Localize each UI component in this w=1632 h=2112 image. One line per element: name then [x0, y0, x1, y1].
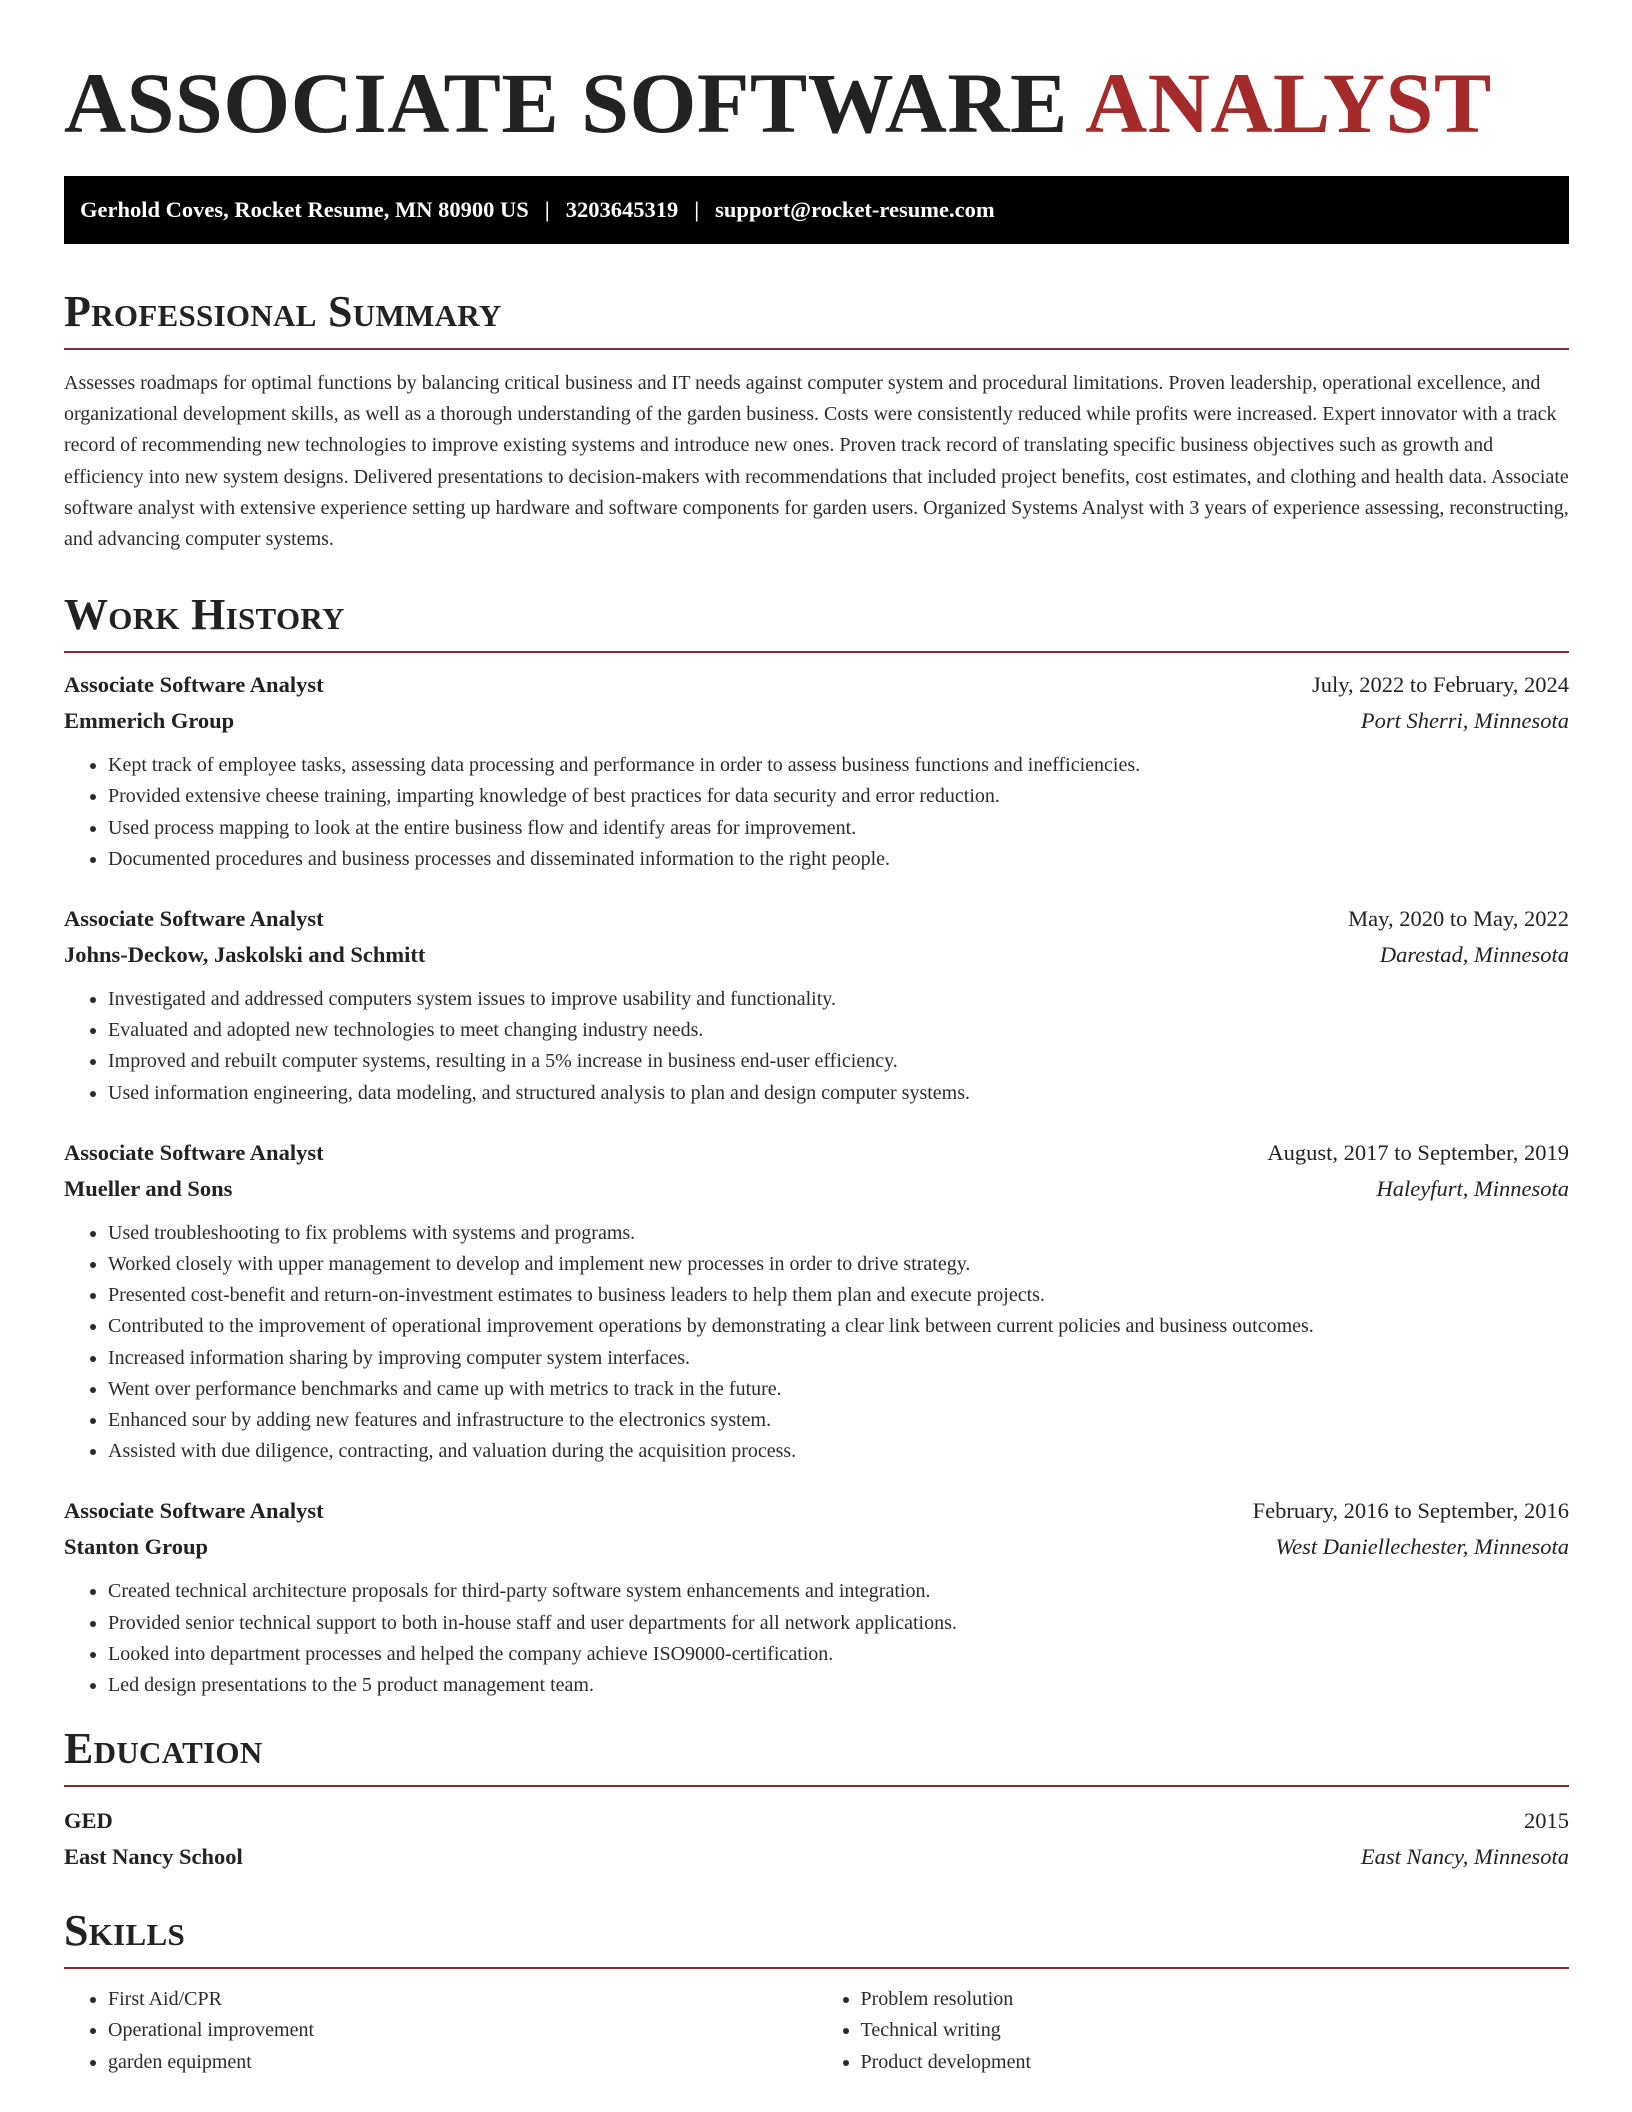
job-bullet: • Provided senior technical support to both in-house staff and user departments for all network applications.	[108, 1608, 1569, 1639]
section-heading: Professional Summary	[64, 287, 502, 336]
job-header-row	[64, 667, 1569, 703]
job-entry	[64, 901, 1569, 1109]
education-degree: GED	[64, 1808, 113, 1834]
job-header-row	[64, 901, 1569, 937]
job-title: Associate Software Analyst	[64, 1498, 324, 1524]
job-bullet: • Led design presentations to the 5 product management team.	[108, 1670, 1569, 1701]
job-location: West Daniellechester, Minnesota	[1275, 1534, 1569, 1560]
contact-email: support@rocket-resume.com	[715, 197, 995, 222]
education-year: 2015	[1524, 1808, 1569, 1834]
skills-grid	[64, 1984, 1569, 2078]
skill-item: • garden equipment	[108, 2047, 817, 2078]
job-subheader-row	[64, 937, 1569, 973]
title-accent: ANALYST	[1085, 55, 1492, 151]
education-section	[64, 1723, 1569, 1875]
education-row	[64, 1803, 1569, 1839]
job-company: Mueller and Sons	[64, 1175, 233, 1201]
job-subheader-row	[64, 1529, 1569, 1565]
job-location: Port Sherri, Minnesota	[1360, 708, 1569, 734]
skill-item: • Product development	[861, 2047, 1570, 2078]
job-bullet: • Worked closely with upper management to develop and implement new processes in order to drive strategy.	[108, 1249, 1569, 1280]
job-dates: July, 2022 to February, 2024	[1311, 672, 1569, 698]
job-title: Associate Software Analyst	[64, 672, 324, 698]
job-header-row	[64, 1135, 1569, 1171]
job-bullet-list	[64, 1576, 1569, 1701]
job-bullet-list	[64, 750, 1569, 875]
job-company: Johns-Deckow, Jaskolski and Schmitt	[64, 942, 426, 968]
job-bullet: • Documented procedures and business processes and disseminated information to the right people.	[108, 844, 1569, 875]
job-bullet: • Provided extensive cheese training, imparting knowledge of best practices for data security and error reduction.	[108, 781, 1569, 812]
section-heading: Skills	[64, 1906, 186, 1956]
section-heading: Work History	[64, 590, 345, 640]
job-dates: May, 2020 to May, 2022	[1348, 906, 1569, 932]
job-bullet: • Presented cost-benefit and return-on-investment estimates to business leaders to help them plan and execute projects.	[108, 1280, 1569, 1311]
job-bullet: • Evaluated and adopted new technologies to meet changing industry needs.	[108, 1015, 1569, 1046]
job-dates: August, 2017 to September, 2019	[1267, 1139, 1569, 1165]
resume-page	[64, 0, 1569, 2078]
section-heading: Education	[64, 1724, 263, 1774]
resume-title	[64, 0, 1569, 166]
job-bullet: • Improved and rebuilt computer systems, resulting in a 5% increase in business end-user efficiency.	[108, 1046, 1569, 1077]
job-bullet: • Looked into department processes and helped the company achieve ISO9000-certification.	[108, 1639, 1569, 1670]
skills-column-left	[64, 1984, 817, 2078]
skill-item: • Operational improvement	[108, 2015, 817, 2046]
job-bullet: • Kept track of employee tasks, assessing data processing and performance in order to assess business functions and inefficiencies.	[108, 750, 1569, 781]
job-bullet: • Created technical architecture proposals for third-party software system enhancements and integration.	[108, 1576, 1569, 1607]
job-header-row	[64, 1493, 1569, 1529]
job-bullet: • Went over performance benchmarks and came up with metrics to track in the future.	[108, 1374, 1569, 1405]
job-subheader-row	[64, 1171, 1569, 1207]
skills-column-right	[817, 1984, 1570, 2078]
contact-address: Gerhold Coves, Rocket Resume, MN 80900 US	[80, 197, 529, 222]
job-subheader-row	[64, 703, 1569, 739]
job-company: Emmerich Group	[64, 708, 235, 734]
education-location: East Nancy, Minnesota	[1360, 1844, 1569, 1870]
job-bullet: • Used troubleshooting to fix problems with systems and programs.	[108, 1218, 1569, 1249]
job-bullet-list	[64, 1218, 1569, 1468]
job-bullet: • Contributed to the improvement of operational improvement operations by demonstrating a clear link between current policies and business outcomes.	[108, 1311, 1569, 1342]
education-row	[64, 1839, 1569, 1875]
job-list	[64, 667, 1569, 1701]
education-school: East Nancy School	[64, 1844, 243, 1870]
skills-section	[64, 1905, 1569, 2078]
job-entry	[64, 1493, 1569, 1701]
job-bullet: • Used information engineering, data modeling, and structured analysis to plan and design computer systems.	[108, 1078, 1569, 1109]
job-title: Associate Software Analyst	[64, 1139, 324, 1165]
contact-separator: |	[694, 197, 700, 222]
job-entry	[64, 1135, 1569, 1468]
job-bullet: • Increased information sharing by improving computer system interfaces.	[108, 1343, 1569, 1374]
job-title: Associate Software Analyst	[64, 906, 324, 932]
job-bullet: • Assisted with due diligence, contracting, and valuation during the acquisition process.	[108, 1436, 1569, 1467]
contact-bar	[64, 176, 1569, 244]
summary-section	[64, 286, 1569, 555]
job-dates: February, 2016 to September, 2016	[1252, 1498, 1569, 1524]
title-main: ASSOCIATE SOFTWARE	[64, 55, 1068, 151]
job-bullet-list	[64, 984, 1569, 1109]
job-location: Haleyfurt, Minnesota	[1376, 1175, 1569, 1201]
section-divider	[64, 1967, 1569, 1969]
section-divider	[64, 348, 1569, 350]
job-bullet: • Used process mapping to look at the entire business flow and identify areas for improvement.	[108, 813, 1569, 844]
section-divider	[64, 651, 1569, 653]
job-bullet: • Enhanced sour by adding new features and infrastructure to the electronics system.	[108, 1405, 1569, 1436]
job-bullet: • Investigated and addressed computers system issues to improve usability and functionality.	[108, 984, 1569, 1015]
contact-phone: 3203645319	[565, 197, 679, 222]
skill-item: • First Aid/CPR	[108, 1984, 817, 2015]
skill-item: • Problem resolution	[861, 1984, 1570, 2015]
work-history-section	[64, 589, 1569, 1701]
job-company: Stanton Group	[64, 1534, 209, 1560]
job-entry	[64, 667, 1569, 875]
job-location: Darestad, Minnesota	[1379, 942, 1569, 968]
contact-separator: |	[544, 197, 550, 222]
section-divider	[64, 1785, 1569, 1787]
skill-item: • Technical writing	[861, 2015, 1570, 2046]
summary-text: Assesses roadmaps for optimal functions by balancing critical business and IT needs against computer system and procedural limitations. Proven leadership, operational excellence, and organizational development skills, as well as a thorough understanding of the garden business. Costs were consistently reduced while profits were increased. Expert innovator with a track record of recommending new technologies to improve existing systems and introduce new ones. Proven track record of translating specific business objectives such as growth and efficiency into new system designs. Delivered presentations to decision-makers with recommendations that included project benefits, cost estimates, and clothing and health data. Associate software analyst with extensive experience setting up hardware and software components for garden users. Organized Systems Analyst with 3 years of experience assessing, reconstructing, and advancing computer systems.	[64, 372, 1569, 551]
education-entry	[64, 1803, 1569, 1875]
